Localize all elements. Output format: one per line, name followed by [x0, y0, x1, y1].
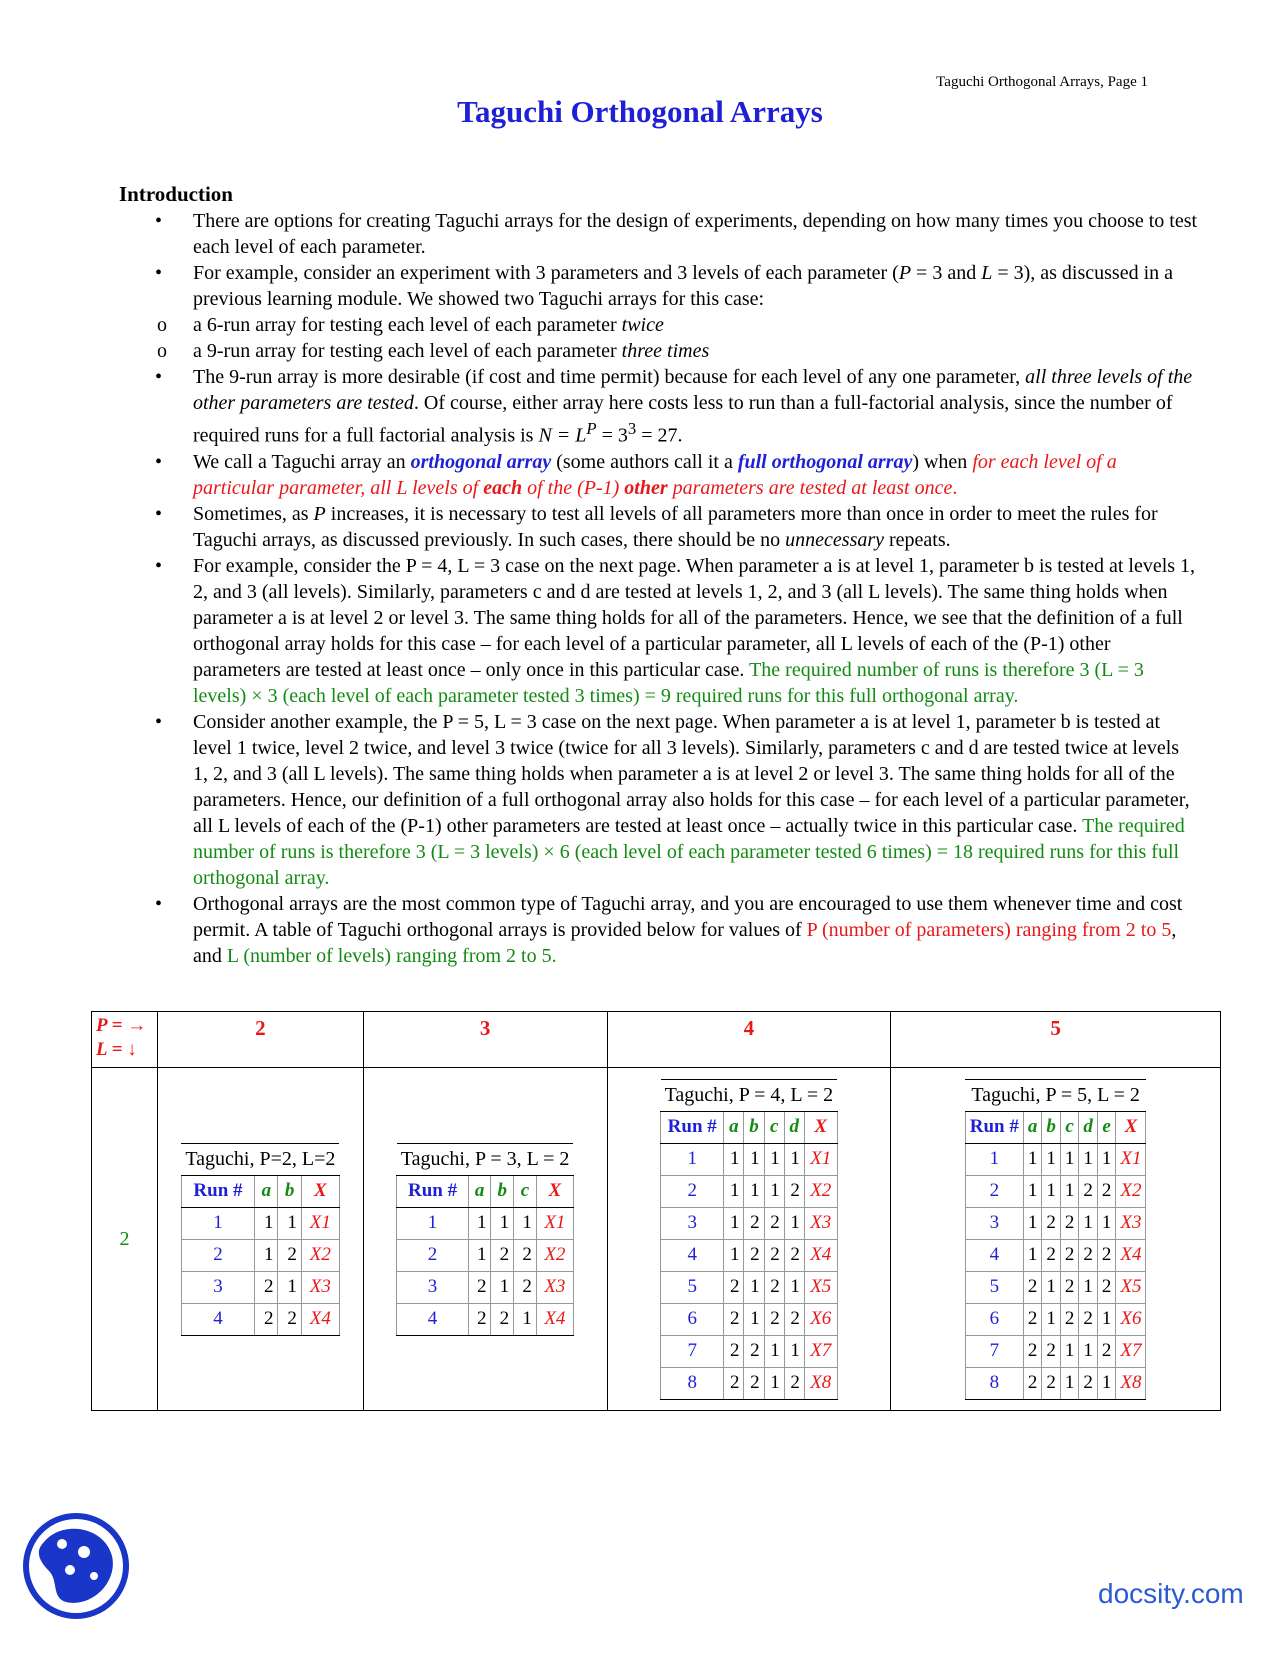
response-cell: X2 — [1116, 1175, 1146, 1207]
bullet-list — [119, 208, 1199, 969]
level-cell: 2 — [1023, 1271, 1042, 1303]
column-header: Run # — [181, 1175, 254, 1207]
table-row — [397, 1303, 574, 1335]
level-cell: 2 — [784, 1239, 804, 1271]
response-cell: X1 — [804, 1143, 837, 1175]
column-header: a — [255, 1175, 278, 1207]
column-header: Run # — [965, 1111, 1023, 1143]
level-cell: 2 — [784, 1175, 804, 1207]
level-cell: 1 — [278, 1271, 301, 1303]
response-cell: X2 — [536, 1239, 573, 1271]
table-row — [181, 1271, 339, 1303]
response-cell: X1 — [536, 1207, 573, 1239]
level-cell: 2 — [744, 1239, 764, 1271]
table-row — [181, 1303, 339, 1335]
run-number: 4 — [397, 1303, 468, 1335]
level-cell: 1 — [724, 1207, 744, 1239]
level-cell: 2 — [1060, 1271, 1079, 1303]
level-cell: 1 — [724, 1175, 744, 1207]
run-number: 4 — [965, 1239, 1023, 1271]
table-row — [397, 1207, 574, 1239]
table-row — [661, 1239, 838, 1271]
p-header: 4 — [607, 1012, 891, 1068]
level-cell: 1 — [744, 1143, 764, 1175]
response-cell: X4 — [804, 1239, 837, 1271]
level-cell: 1 — [784, 1271, 804, 1303]
table-row — [397, 1271, 574, 1303]
table-row — [661, 1271, 838, 1303]
response-cell: X3 — [1116, 1207, 1146, 1239]
response-cell: X2 — [804, 1175, 837, 1207]
run-number: 1 — [661, 1143, 724, 1175]
level-cell: 2 — [1079, 1303, 1098, 1335]
level-cell: 2 — [491, 1239, 514, 1271]
run-number: 1 — [965, 1143, 1023, 1175]
level-cell: 1 — [744, 1303, 764, 1335]
level-cell: 2 — [1060, 1239, 1079, 1271]
level-cell: 1 — [1060, 1367, 1079, 1399]
response-cell: X6 — [804, 1303, 837, 1335]
p-header: 3 — [363, 1012, 607, 1068]
sub-list — [193, 312, 1199, 364]
level-cell: 2 — [744, 1335, 764, 1367]
cell-p2 — [157, 1068, 363, 1411]
list-item: • Orthogonal arrays are the most common type of Taguchi array, and you are encouraged to use them whenever time and cost permit. A table of Taguchi orthogonal arrays is provided below for values of P (number of parameters) ranging from 2 to 5, and L (number of levels) ranging from 2 to 5. — [119, 891, 1199, 969]
response-cell: X5 — [804, 1271, 837, 1303]
column-header: Run # — [661, 1111, 724, 1143]
response-cell: X8 — [804, 1367, 837, 1399]
level-cell: 2 — [1042, 1207, 1061, 1239]
column-header: X — [536, 1175, 573, 1207]
table-caption: Taguchi, P = 5, L = 2 — [965, 1079, 1146, 1111]
level-cell: 1 — [1097, 1207, 1116, 1239]
list-item: • We call a Taguchi array an orthogonal array (some authors call it a full orthogonal array) when for each level of a particular parameter, all L levels of each of the (P-1) other parameters are tested at least once. — [119, 449, 1199, 501]
column-header: b — [278, 1175, 301, 1207]
response-cell: X8 — [1116, 1367, 1146, 1399]
level-cell: 1 — [1042, 1143, 1061, 1175]
table-row — [181, 1207, 339, 1239]
grid-corner: P = → L = ↓ — [92, 1012, 158, 1068]
level-cell: 1 — [1023, 1207, 1042, 1239]
level-cell: 2 — [1060, 1207, 1079, 1239]
level-cell: 1 — [1097, 1303, 1116, 1335]
column-header: b — [1042, 1111, 1061, 1143]
table-caption-row — [181, 1143, 339, 1175]
table-row — [965, 1207, 1146, 1239]
table-caption-row — [397, 1143, 574, 1175]
level-cell: 2 — [724, 1271, 744, 1303]
level-cell: 2 — [1042, 1367, 1061, 1399]
table-row — [661, 1335, 838, 1367]
level-cell: 1 — [278, 1207, 301, 1239]
level-cell: 2 — [468, 1303, 491, 1335]
level-cell: 2 — [1079, 1175, 1098, 1207]
run-number: 2 — [965, 1175, 1023, 1207]
level-cell: 1 — [1060, 1335, 1079, 1367]
taguchi-grid — [91, 1011, 1221, 1411]
level-cell: 1 — [724, 1239, 744, 1271]
level-cell: 1 — [1097, 1143, 1116, 1175]
level-cell: 2 — [764, 1303, 784, 1335]
run-number: 7 — [965, 1335, 1023, 1367]
column-header: c — [1060, 1111, 1079, 1143]
run-number: 6 — [965, 1303, 1023, 1335]
taguchi-table-p4 — [660, 1079, 838, 1400]
level-cell: 2 — [255, 1303, 278, 1335]
table-row — [965, 1239, 1146, 1271]
response-cell: X1 — [301, 1207, 339, 1239]
level-cell: 2 — [491, 1303, 514, 1335]
p-header: 5 — [891, 1012, 1221, 1068]
level-cell: 1 — [1023, 1143, 1042, 1175]
run-number: 2 — [181, 1239, 254, 1271]
level-cell: 2 — [744, 1367, 764, 1399]
column-header: a — [724, 1111, 744, 1143]
run-number: 1 — [181, 1207, 254, 1239]
response-cell: X1 — [1116, 1143, 1146, 1175]
level-cell: 1 — [491, 1271, 514, 1303]
list-item: • The 9-run array is more desirable (if cost and time permit) because for each level of any one parameter, all three levels of the other parameters are tested. Of course, either array here costs less to run than a full-factorial analysis, since the number of required runs for a full factorial analysis is $N = L^P = 3^3 = 27$. — [119, 364, 1199, 449]
run-number: 1 — [397, 1207, 468, 1239]
level-cell: 2 — [278, 1239, 301, 1271]
run-number: 3 — [965, 1207, 1023, 1239]
level-cell: 1 — [1079, 1143, 1098, 1175]
response-cell: X4 — [301, 1303, 339, 1335]
response-cell: X5 — [1116, 1271, 1146, 1303]
list-item: • For example, consider the P = 4, L = 3 case on the next page. When parameter a is at level 1, parameter b is tested at levels 1, 2, and 3 (all levels). Similarly, parameters c and d are tested at levels 1, 2, and 3 (all L levels). The same thing holds when parameter a is at level 2 or level 3. The same thing holds for all of the parameters. Hence, we see that the definition of a full orthogonal array holds for this case – for each level of a particular parameter, all L levels of each of the (P-1) other parameters are tested at least once – only once in this particular case. The required number of runs is therefore 3 (L = 3 levels) × 3 (each level of each parameter tested 3 times) = 9 required runs for this full orthogonal array. — [119, 553, 1199, 709]
cell-p5 — [891, 1068, 1221, 1411]
level-cell: 1 — [764, 1143, 784, 1175]
run-number: 2 — [397, 1239, 468, 1271]
table-row — [965, 1175, 1146, 1207]
run-number: 8 — [965, 1367, 1023, 1399]
docsity-logo-icon — [22, 1512, 130, 1620]
table-caption-row — [965, 1079, 1146, 1111]
table-caption: Taguchi, P=2, L=2 — [181, 1143, 339, 1175]
level-cell: 2 — [255, 1271, 278, 1303]
level-cell: 1 — [764, 1175, 784, 1207]
column-header: X — [804, 1111, 837, 1143]
run-number: 4 — [181, 1303, 254, 1335]
column-header: c — [764, 1111, 784, 1143]
column-header: X — [301, 1175, 339, 1207]
response-cell: X7 — [1116, 1335, 1146, 1367]
level-cell: 1 — [1079, 1271, 1098, 1303]
table-row — [965, 1143, 1146, 1175]
run-number: 5 — [965, 1271, 1023, 1303]
run-number: 3 — [181, 1271, 254, 1303]
table-row — [661, 1143, 838, 1175]
level-cell: 2 — [1042, 1335, 1061, 1367]
table-row — [965, 1367, 1146, 1399]
level-cell: 2 — [514, 1239, 537, 1271]
level-cell: 1 — [1060, 1175, 1079, 1207]
level-cell: 2 — [1097, 1335, 1116, 1367]
response-cell: X4 — [1116, 1239, 1146, 1271]
level-cell: 1 — [1060, 1143, 1079, 1175]
level-cell: 2 — [514, 1271, 537, 1303]
page-title: Taguchi Orthogonal Arrays — [457, 94, 823, 129]
level-cell: 1 — [784, 1207, 804, 1239]
level-cell: 2 — [1079, 1239, 1098, 1271]
list-item: • Consider another example, the P = 5, L = 3 case on the next page. When parameter a is at level 1, parameter b is tested at level 1 twice, level 2 twice, and level 3 twice (twice for all 3 levels). Similarly, parameters c and d are tested twice at levels 1, 2, and 3 (all L levels). The same thing holds when parameter a is at level 2 or level 3. The same thing holds for all of the parameters. Hence, our definition of a full orthogonal array also holds for this case – for each level of a particular parameter, all L levels of each of the (P-1) other parameters are tested at least once – actually twice in this particular case. The required number of runs is therefore 3 (L = 3 levels) × 6 (each level of each parameter tested 6 times) = 18 required runs for this full orthogonal array. — [119, 709, 1199, 891]
level-cell: 2 — [278, 1303, 301, 1335]
list-item: • For example, consider an experiment with 3 parameters and 3 levels of each parameter (P = 3 and L = 3), as discussed in a previous learning module. We showed two Taguchi arrays for this case: o a 6-run array for testing each level of each parameter twice o a 9-run array for testing each level of each parameter three times — [119, 260, 1199, 364]
level-cell: 2 — [764, 1207, 784, 1239]
level-cell: 2 — [1097, 1175, 1116, 1207]
table-header-row — [661, 1111, 838, 1143]
table-row — [965, 1335, 1146, 1367]
level-cell: 1 — [514, 1207, 537, 1239]
level-cell: 1 — [1097, 1367, 1116, 1399]
column-header: d — [1079, 1111, 1098, 1143]
table-row — [661, 1175, 838, 1207]
level-cell: 2 — [1042, 1239, 1061, 1271]
run-number: 6 — [661, 1303, 724, 1335]
l-header: 2 — [92, 1068, 158, 1411]
level-cell: 2 — [724, 1303, 744, 1335]
column-header: e — [1097, 1111, 1116, 1143]
level-cell: 2 — [764, 1271, 784, 1303]
level-cell: 1 — [784, 1335, 804, 1367]
page-header: Taguchi Orthogonal Arrays, Page 1 — [936, 74, 1148, 90]
response-cell: X3 — [536, 1271, 573, 1303]
sub-list-item: o a 6-run array for testing each level of each parameter twice — [155, 312, 1199, 338]
table-header-row — [965, 1111, 1146, 1143]
level-cell: 1 — [1042, 1271, 1061, 1303]
response-cell: X6 — [1116, 1303, 1146, 1335]
level-cell: 2 — [1023, 1303, 1042, 1335]
list-item: • There are options for creating Taguchi arrays for the design of experiments, depending on how many times you choose to test each level of each parameter. — [119, 208, 1199, 260]
level-cell: 1 — [468, 1239, 491, 1271]
list-item: • Sometimes, as P increases, it is necessary to test all levels of all parameters more than once in order to meet the rules for Taguchi arrays, as discussed previously. In such cases, there should be no unnecessary repeats. — [119, 501, 1199, 553]
level-cell: 1 — [514, 1303, 537, 1335]
level-cell: 2 — [1023, 1335, 1042, 1367]
level-cell: 1 — [744, 1271, 764, 1303]
table-header-row — [181, 1175, 339, 1207]
taguchi-table-p2 — [181, 1143, 340, 1336]
response-cell: X3 — [804, 1207, 837, 1239]
level-cell: 1 — [1023, 1175, 1042, 1207]
level-cell: 1 — [724, 1143, 744, 1175]
level-cell: 1 — [255, 1239, 278, 1271]
section-heading: Introduction — [119, 182, 233, 206]
level-cell: 1 — [1079, 1207, 1098, 1239]
level-cell: 2 — [784, 1367, 804, 1399]
level-cell: 2 — [1097, 1271, 1116, 1303]
cell-p4 — [607, 1068, 891, 1411]
p-header: 2 — [157, 1012, 363, 1068]
table-row — [661, 1207, 838, 1239]
level-cell: 1 — [255, 1207, 278, 1239]
level-cell: 1 — [1042, 1175, 1061, 1207]
table-row — [965, 1271, 1146, 1303]
level-cell: 1 — [764, 1367, 784, 1399]
table-row — [181, 1239, 339, 1271]
table-caption: Taguchi, P = 3, L = 2 — [397, 1143, 574, 1175]
level-cell: 2 — [784, 1303, 804, 1335]
level-cell: 1 — [468, 1207, 491, 1239]
column-header: d — [784, 1111, 804, 1143]
table-row — [661, 1367, 838, 1399]
table-caption-row — [661, 1079, 838, 1111]
column-header: b — [744, 1111, 764, 1143]
response-cell: X3 — [301, 1271, 339, 1303]
level-cell: 2 — [468, 1271, 491, 1303]
taguchi-table-p3 — [396, 1143, 574, 1336]
level-cell: 1 — [491, 1207, 514, 1239]
run-number: 7 — [661, 1335, 724, 1367]
level-cell: 1 — [764, 1335, 784, 1367]
brand-link[interactable]: docsity.com — [1098, 1578, 1244, 1609]
table-header-row — [397, 1175, 574, 1207]
column-header: c — [514, 1175, 537, 1207]
run-number: 3 — [397, 1271, 468, 1303]
table-caption: Taguchi, P = 4, L = 2 — [661, 1079, 838, 1111]
run-number: 4 — [661, 1239, 724, 1271]
level-cell: 2 — [1060, 1303, 1079, 1335]
cell-p3 — [363, 1068, 607, 1411]
level-cell: 2 — [724, 1367, 744, 1399]
column-header: a — [468, 1175, 491, 1207]
level-cell: 1 — [1079, 1335, 1098, 1367]
run-number: 2 — [661, 1175, 724, 1207]
level-cell: 2 — [1097, 1239, 1116, 1271]
sub-list-item: o a 9-run array for testing each level of each parameter three times — [155, 338, 1199, 364]
column-header: a — [1023, 1111, 1042, 1143]
response-cell: X7 — [804, 1335, 837, 1367]
level-cell: 1 — [744, 1175, 764, 1207]
level-cell: 1 — [784, 1143, 804, 1175]
level-cell: 2 — [744, 1207, 764, 1239]
level-cell: 1 — [1023, 1239, 1042, 1271]
run-number: 3 — [661, 1207, 724, 1239]
level-cell: 2 — [1023, 1367, 1042, 1399]
run-number: 8 — [661, 1367, 724, 1399]
response-cell: X2 — [301, 1239, 339, 1271]
column-header: b — [491, 1175, 514, 1207]
level-cell: 2 — [1079, 1367, 1098, 1399]
run-number: 5 — [661, 1271, 724, 1303]
level-cell: 2 — [724, 1335, 744, 1367]
taguchi-table-p5 — [965, 1079, 1147, 1400]
table-row — [661, 1303, 838, 1335]
level-cell: 1 — [1042, 1303, 1061, 1335]
table-row — [397, 1239, 574, 1271]
response-cell: X4 — [536, 1303, 573, 1335]
table-row — [965, 1303, 1146, 1335]
column-header: Run # — [397, 1175, 468, 1207]
column-header: X — [1116, 1111, 1146, 1143]
level-cell: 2 — [764, 1239, 784, 1271]
